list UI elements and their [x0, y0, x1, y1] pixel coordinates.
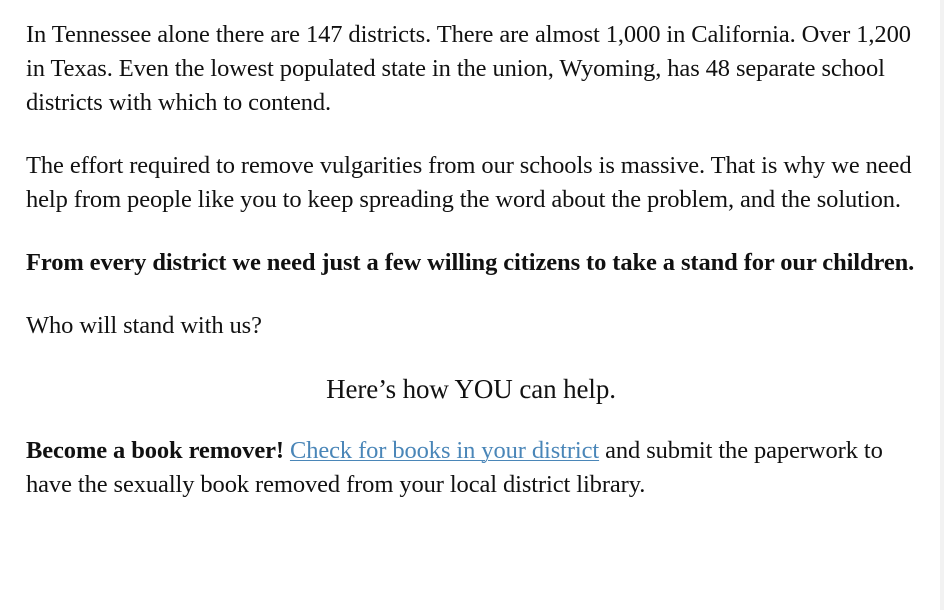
check-books-link[interactable]: Check for books in your district — [289, 437, 600, 464]
paragraph-effort: The effort required to remove vulgarities from our schools is massive. That is why we need help from people like you to keep spreading the word about the problem, and the solution. — [26, 152, 912, 213]
paragraph-call-for-citizens: From every district we need just a few willing citizens to take a stand for our children. — [26, 249, 915, 276]
right-edge-divider — [940, 0, 944, 610]
section-heading: Here’s how YOU can help. — [326, 374, 616, 404]
cta-bold-lead: Become a book remover! — [26, 437, 284, 464]
paragraph-district-counts: In Tennessee alone there are 147 districts. There are almost 1,000 in California. Over 1,200 in Texas. Even the lowest populated state in the union, Wyoming, has 48 separate school districts with which to contend. — [26, 21, 911, 116]
paragraph-question: Who will stand with us? — [26, 312, 262, 339]
cta-trailing-text: and submit the paperwork to have the sexually book removed from your local district library. — [26, 437, 883, 498]
document-body — [26, 18, 916, 531]
paragraph-call-to-action — [26, 434, 916, 502]
